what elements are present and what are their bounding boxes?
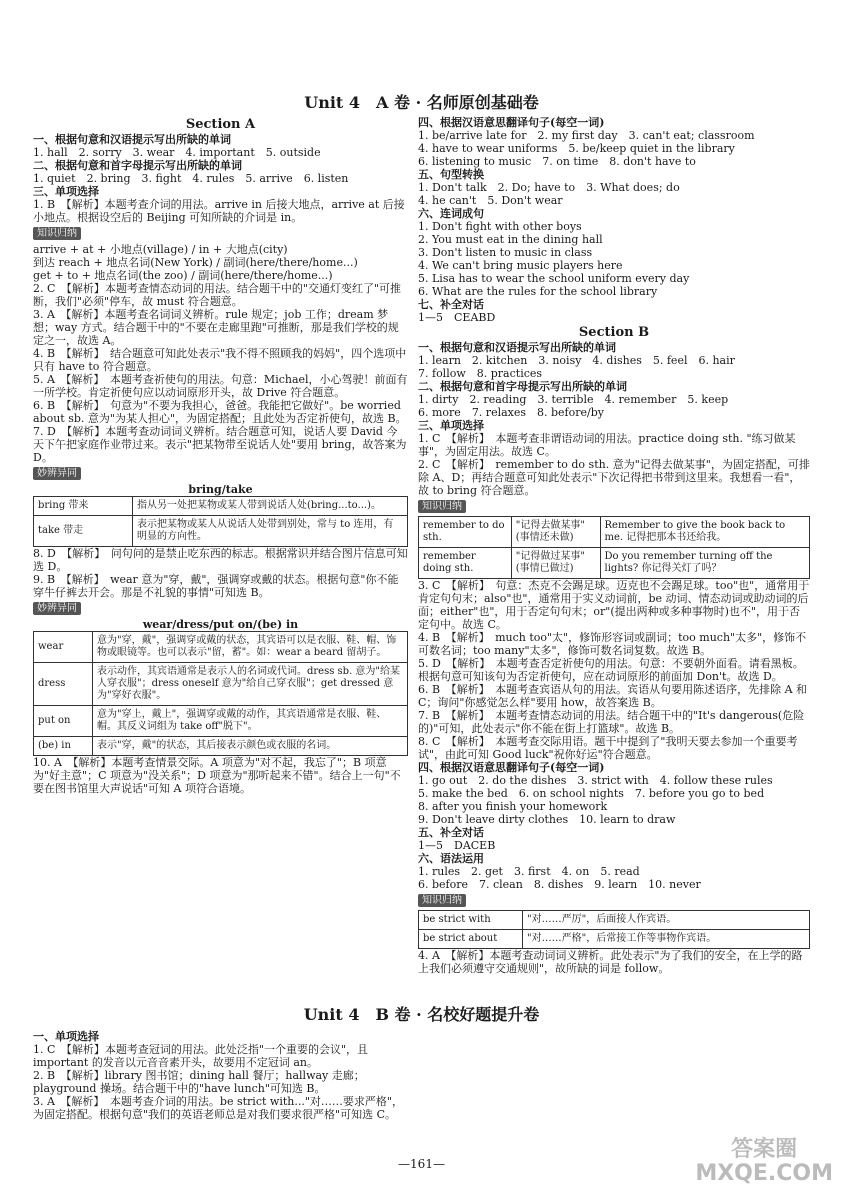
left-tag-wrap [33,464,408,483]
right-tag-label: 知识归纳 [418,894,466,907]
left-line: 6. B 【解析】 句意为"不要为我担心，爸爸。我能把它做好"。be worried about sb. 意为"为某人担心"，为固定搭配；且此处为否定祈使句，故选 B。 [33,399,407,425]
left-column-b [33,1030,408,1121]
table-cell-desc: 意为"穿，戴"，强调穿或戴的状态，其宾语可以是衣服、鞋、帽、饰物或眼镜等。也可以表示"留，蓄"。如：wear a beard 留胡子。 [93,632,408,663]
watermark-logo: 答案圈 MXQE.COM [695,1137,833,1186]
left-line: 4. B 【解析】 结合题意可知此处表示"我不得不照顾我的妈妈"，四个选项中只有 have to 符合题意。 [33,347,407,373]
right-line: 7. B 【解析】 本题考查情态动词的用法。结合题干中的"It's dangerous(危险的)"可知，此处表示"你不能在街上打篮球"。故选 B。 [418,709,805,735]
right-line: 4. B 【解析】 much too"太"，修饰形容词或副词；too much"太多"，修饰不可数名词；too many"太多"，修饰可数名词复数。故选 B。 [418,631,807,657]
right-line: 4. he can't 5. Don't wear [418,194,563,207]
left-heading: 二、根据句意和首字母提示写出所缺的单词 [33,159,242,172]
table-row [34,663,408,706]
right-tag-wrap [418,891,810,910]
table-cell-word: be strict about [419,930,523,949]
right-heading: 六、语法运用 [418,852,484,865]
right-line: 6. before 7. clean 8. dishes 9. learn 10. never [418,878,701,891]
right-section-heading: Section B [578,325,650,340]
left-line: 8. D 【解析】 问句问的是禁止吃东西的标志。根据常识并结合图片信息可知选 D。 [33,547,408,573]
right-heading: 四、根据汉语意思翻译句子(每空一词) [418,761,605,774]
table-cell-desc: 意为"穿上，戴上"，强调穿或戴的动作，其宾语通常是衣服、鞋、帽。其反义词组为 take off"脱下"。 [93,706,408,737]
left-line: 1. B 【解析】本题考查介词的用法。arrive in 后接大地点，arrive at 后接小地点。根据设空后的 Beijing 可知所缺的介词是 in。 [33,198,405,224]
leftb-heading: 一、单项选择 [33,1030,99,1043]
table-cell-word: (be) in [34,737,93,756]
left-heading: 三、单项选择 [33,185,99,198]
right-line: 2. You must eat in the dining hall [418,233,603,246]
strict-table [418,910,810,949]
left-heading: 一、根据句意和汉语提示写出所缺的单词 [33,133,231,146]
right-line: 5. Lisa has to wear the school uniform every day [418,272,690,285]
table-row [34,706,408,737]
table-row [34,632,408,663]
table-row [34,737,408,756]
right-line: 3. Don't listen to music in class [418,246,593,259]
right-line: 5. D 【解析】 本题考查否定祈使句的用法。句意：不要朝外面看。请看黑板。根据句意可知该句为否定祈使句，应在动词原形的前面加 Don't。故选 D。 [418,657,804,683]
left-tag-wrap [33,599,408,618]
remember-table [418,516,810,579]
left-table-caption: bring/take [188,483,253,496]
bring-take-table [33,496,408,547]
left-table-caption: wear/dress/put on/(be) in [142,618,299,631]
right-line: 1. go out 2. do the dishes 3. strict with 4. follow these rules [418,774,773,787]
right-line: 6. more 7. relaxes 8. before/by [418,406,604,419]
table-row [34,497,408,516]
table-cell-desc: 指从另一处把某物或某人带到说话人处(bring...to...)。 [133,497,408,516]
table-row [419,548,810,579]
right-line: 1. dirty 2. reading 3. terrible 4. remember 5. keep [418,393,729,406]
right-column [418,116,810,975]
right-line: 8. C 【解析】 本题考查交际用语。题干中提到了"我明天要去参加一个重要考试"，由此可知 Good luck"祝你好运"符合题意。 [418,735,798,761]
right-heading: 一、根据句意和汉语提示写出所缺的单词 [418,341,616,354]
right-line: 1. C 【解析】 本题考查非谓语动词的用法。practice doing sth. "练习做某事"，为固定用法。故选 C。 [418,432,796,458]
right-line: 1—5 CEABD [418,311,496,324]
right-line: 6. What are the rules for the school library [418,285,658,298]
left-line: arrive + at + 小地点(village) / in + 大地点(city) [33,243,288,256]
left-flow [33,133,408,795]
left-line: 2. C 【解析】本题考查情态动词的用法。结合题干中的"交通灯变红了"可推断，我们"必须"停车，故 must 符合题意。 [33,282,402,308]
table-row [419,911,810,930]
table-cell-word: wear [34,632,93,663]
table-cell-desc: 表示把某物或某人从说话人处带到别处，常与 to 连用，有明显的方向性。 [133,516,408,547]
table-cell-desc: "对……严厉"，后面接人作宾语。 [523,911,810,930]
left-line: get + to + 地点名词(the zoo) / 副词(here/there/home...) [33,269,333,282]
left-tag-label: 妙辨异同 [33,467,81,480]
right-line: 7. follow 8. practices [418,367,543,380]
leftb-line: 2. B 【解析】library 图书馆；dining hall 餐厅；hallway 走廊；playground 操场。结合题干中的"have lunch"可知选 B。 [33,1069,365,1095]
table-cell-word: put on [34,706,93,737]
right-line: 2. C 【解析】 remember to do sth. 意为"记得去做某事"，为固定搭配，可排除 A、D；再结合题意可知此处表示"下次记得把书带到这里来。我想看一看"，故 to bring 符合题意。 [418,458,810,497]
table-cell-word: remember to do sth. [419,517,512,548]
table-row [419,517,810,548]
left-tag-label: 妙辨异同 [33,602,81,615]
page-number: —161— [398,1157,445,1171]
table-row [419,930,810,949]
right-heading: 三、单项选择 [418,419,484,432]
table-cell-example: Remember to give the book back to me. 记得把那本书还给我。 [600,517,809,548]
right-line: 5. make the bed 6. on school nights 7. before you go to bed [418,787,765,800]
left-line: 9. B 【解析】 wear 意为"穿，戴"，强调穿或戴的状态。根据句意"你不能穿牛仔裤去开会。那是不礼貌的事情"可知选 B。 [33,573,399,599]
right-line: 4. We can't bring music players here [418,259,623,272]
left-line: 10. A 【解析】本题考查情景交际。A 项意为"对不起，我忘了"；B 项意为"好主意"；C 项意为"没关系"；D 项意为"那听起来不错"。结合上一句"不要在图书馆里大声说话"可知 A 项符合语境。 [33,756,401,795]
right-line: 1—5 DACEB [418,839,496,852]
left-line: 到达 reach + 地点名词(New York) / 副词(here/there/home...) [33,256,358,269]
table-cell-desc: 表示"穿，戴"的状态，其后接表示颜色或衣服的名词。 [93,737,408,756]
table-cell-meaning: "记得去做某事"(事情还未做) [511,517,600,548]
right-line: 1. Don't fight with other boys [418,220,582,233]
table-cell-desc: "对……严格"，后常接工作等事物作宾语。 [523,930,810,949]
right-heading: 六、连词成句 [418,207,484,220]
wear-dress-table [33,631,408,756]
right-heading: 五、补全对话 [418,826,484,839]
title-b: Unit 4 B 卷 · 名校好题提升卷 [303,1005,540,1024]
right-line: 1. learn 2. kitchen 3. noisy 4. dishes 5. feel 6. hair [418,354,735,367]
right-line: 6. listening to music 7. on time 8. don't have to [418,155,696,168]
left-line: 3. A 【解析】本题考查名词词义辨析。rule 规定；job 工作；dream 梦想；way 方式。结合题干中的"不要在走廊里跑"可推断，那是我们学校的规定之一，故选 A。 [33,308,399,347]
right-heading: 四、根据汉语意思翻译句子(每空一词) [418,116,605,129]
right-tag-label: 知识归纳 [418,500,466,513]
right-line: 1. be/arrive late for 2. my first day 3. can't eat; classroom [418,129,755,142]
table-cell-word: be strict with [419,911,523,930]
right-line: 6. B 【解析】 本题考查宾语从句的用法。宾语从句要用陈述语序，先排除 A 和 C；询问"你感觉怎么样"要用 how，故答案选 B。 [418,683,808,709]
title-a: Unit 4 A 卷 · 名师原创基础卷 [304,93,539,112]
table-cell-word: bring 带来 [34,497,133,516]
leftb-line: 1. C 【解析】本题考查冠词的用法。此处泛指"一个重要的会议"，且 important 的发音以元音音素开头，故要用不定冠词 an。 [33,1043,369,1069]
table-cell-desc: 表示动作，其宾语通常是表示人的名词或代词。dress sb. 意为"给某人穿衣服"；dress oneself 意为"给自己穿衣服"；get dressed 意为"穿好衣服"。 [93,663,408,706]
table-cell-word: dress [34,663,93,706]
right-line: 8. after you finish your homework [418,800,608,813]
section-a-heading: Section A [185,117,256,132]
table-cell-word: remember doing sth. [419,548,512,579]
table-cell-word: take 带走 [34,516,133,547]
left-column [33,116,408,795]
right-heading: 二、根据句意和首字母提示写出所缺的单词 [418,380,627,393]
table-cell-example: Do you remember turning off the lights? 你记得关灯了吗？ [600,548,809,579]
left-line: 7. D 【解析】本题考查动词词义辨析。结合题意可知，说话人要 David 今天下午把家庭作业带过来。表示"把某物带至说话人处"要用 bring，故答案为 D。 [33,425,407,464]
left-tag-label: 知识归纳 [33,227,81,240]
right-line: 1. rules 2. get 3. first 4. on 5. read [418,865,640,878]
leftb-line: 3. A 【解析】 本题考查介词的用法。be strict with..."对……要求严格"，为固定搭配。根据句意"我们的英语老师总是对我们要求很严格"可知选 C。 [33,1095,403,1121]
right-heading: 七、补全对话 [418,298,484,311]
right-line: 1. Don't talk 2. Do; have to 3. What does; do [418,181,680,194]
left-line: 1. quiet 2. bring 3. fight 4. rules 5. arrive 6. listen [33,172,349,185]
table-cell-meaning: "记得做过某事"(事情已做过) [511,548,600,579]
right-line: 9. Don't leave dirty clothes 10. learn to draw [418,813,676,826]
right-line: 3. C 【解析】 句意：杰克不会踢足球。迈克也不会踢足球。too"也"，通常用于肯定句句末；also"也"，通常用于实义动词前，be 动词、情态动词或助动词的后面；either"也"，用于否定句句末；or"(提出两种或多种事物时)也不"，用于否定句中。故选 C。 [418,579,810,631]
left-line: 1. hall 2. sorry 3. wear 4. important 5. outside [33,146,321,159]
right-tag-wrap [418,497,810,516]
right-line: 4. A 【解析】本题考查动词词义辨析。此处表示"为了我们的安全，在上学的路上我们必须遵守交通规则"，故所缺的词是 follow。 [418,949,803,975]
left-line: 5. A 【解析】 本题考查祈使句的用法。句意：Michael，小心驾驶！前面有一所学校。肯定祈使句应以动词原形开头，故 Drive 符合题意。 [33,373,408,399]
right-line: 4. have to wear uniforms 5. be/keep quiet in the library [418,142,735,155]
table-row [34,516,408,547]
right-heading: 五、句型转换 [418,168,484,181]
left-tag-wrap [33,224,408,243]
